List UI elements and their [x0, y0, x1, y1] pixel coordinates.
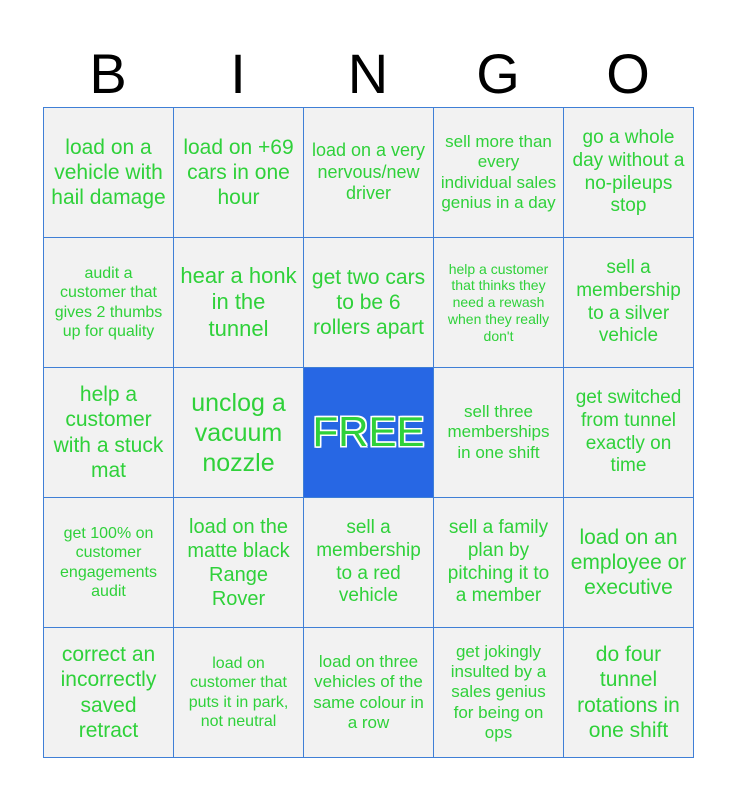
header-letter-g: G	[476, 42, 520, 105]
bingo-cell[interactable]: sell a membership to a red vehicle	[304, 498, 434, 628]
bingo-cell[interactable]: get jokingly insulted by a sales genius for being on ops	[434, 628, 564, 758]
bingo-cell[interactable]: hear a honk in the tunnel	[174, 238, 304, 368]
header-letter-o: O	[606, 42, 650, 105]
bingo-cell[interactable]: load on a vehicle with hail damage	[44, 108, 174, 238]
header-letter-b: B	[89, 42, 127, 105]
bingo-cell[interactable]: load on customer that puts it in park, not neutral	[174, 628, 304, 758]
bingo-card-grid	[43, 107, 694, 758]
bingo-cell[interactable]: unclog a vacuum nozzle	[174, 368, 304, 498]
bingo-header	[43, 40, 693, 108]
bingo-cell[interactable]: sell three memberships in one shift	[434, 368, 564, 498]
bingo-cell[interactable]: get two cars to be 6 rollers apart	[304, 238, 434, 368]
header-letter-n: N	[347, 42, 389, 105]
bingo-cell[interactable]: load on three vehicles of the same colour in a row	[304, 628, 434, 758]
bingo-cell[interactable]: sell a family plan by pitching it to a member	[434, 498, 564, 628]
bingo-cell[interactable]: sell more than every individual sales genius in a day	[434, 108, 564, 238]
bingo-cell[interactable]: load on +69 cars in one hour	[174, 108, 304, 238]
bingo-cell[interactable]: do four tunnel rotations in one shift	[564, 628, 694, 758]
bingo-cell[interactable]: get 100% on customer engagements audit	[44, 498, 174, 628]
bingo-cell[interactable]: sell a membership to a silver vehicle	[564, 238, 694, 368]
bingo-cell[interactable]: load on the matte black Range Rover	[174, 498, 304, 628]
bingo-cell[interactable]: help a customer that thinks they need a rewash when they really don't	[434, 238, 564, 368]
bingo-cell[interactable]: help a customer with a stuck mat	[44, 368, 174, 498]
bingo-cell[interactable]: get switched from tunnel exactly on time	[564, 368, 694, 498]
bingo-cell[interactable]: audit a customer that gives 2 thumbs up for quality	[44, 238, 174, 368]
bingo-cell[interactable]: correct an incorrectly saved retract	[44, 628, 174, 758]
bingo-cell[interactable]: go a whole day without a no-pileups stop	[564, 108, 694, 238]
header-letter-i: I	[230, 42, 246, 105]
bingo-cell[interactable]: load on a very nervous/new driver	[304, 108, 434, 238]
bingo-cell[interactable]: load on an employee or executive	[564, 498, 694, 628]
free-space[interactable]: FREE	[304, 368, 434, 498]
